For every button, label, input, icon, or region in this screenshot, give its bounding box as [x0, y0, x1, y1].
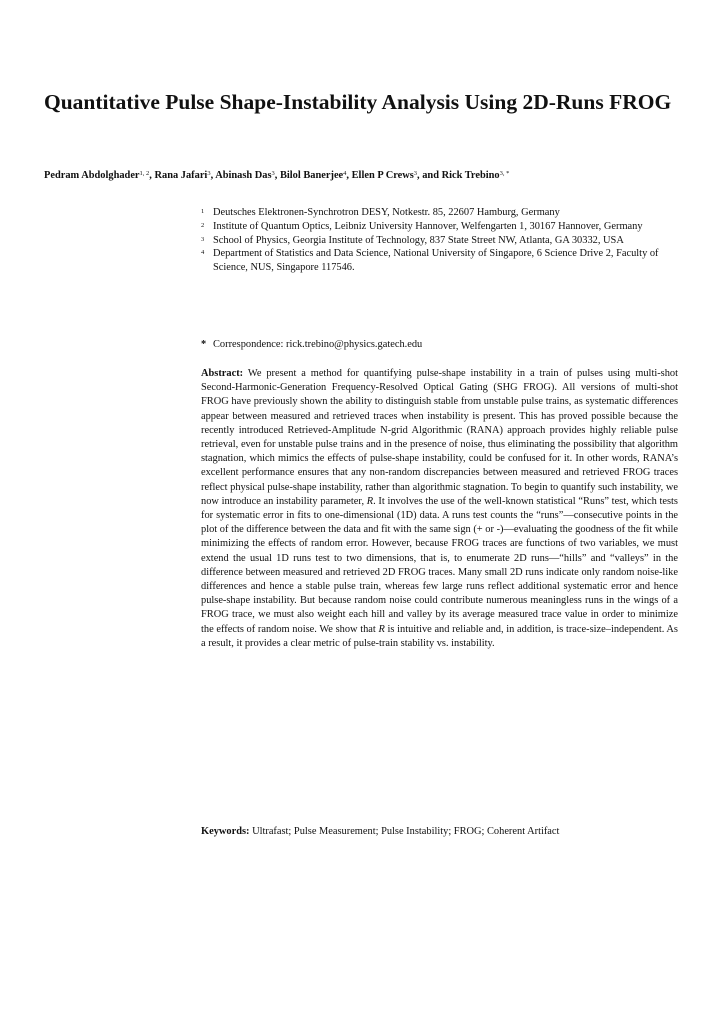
correspondence-email: Correspondence: rick.trebino@physics.gatech.edu [213, 339, 423, 350]
author: Bilol Banerjee$^4$, [279, 170, 352, 181]
affiliation-item: 3 School of Physics, Georgia Institute of Technology, 837 State Street NW, Atlanta, GA 30332, USA [201, 234, 624, 246]
abstract: Abstract: We present a method for quantifying pulse-shape instability in a train of pulses using multi-shot Second-Harmonic-Generation Frequency-Resolved Optical Gating (SHG FROG). All versions of multi-shot FROG have previously shown the ability to distinguish stable from unstable pulse trains, as systematic differences appear between measured and retrieved traces when instability is present. This has proved possible because the recently introduced Retrieved-Amplitude N-grid Algorithmic (RANA) approach provides highly reliable pulse retrieval, even for unstable pulse trains and in the presence of noise, thus eliminating the possibility that algorithm stagnation, which mimics the effects of pulse-shape instability, could be confused for it. In other words, RANA’s excellent performance ensures that any non-random discrepancies between measured and retrieved FROG traces reflect physical pulse-shape instability, rather than algorithmic stagnation. To begin to quantify such instability, we now introduce an instability parameter, R. It involves the use of the well-known statistical “Runs” test, which tests for systematic error in fits to one-dimensional (1D) data. A runs test counts the “runs”—consecutive points in the plot of the difference between the data and fit with the same sign (+ or -)—evaluating the goodness of the fit while minimizing the effects of random error. However, because FROG traces are functions of two variables, we must extend the usual 1D runs test to two dimensions, that is, to enumerate 2D runs—“hills” and “valleys” in the difference between measured and retrieved 2D FROG traces. Many small 2D runs indicate only random noise-like differences and hence a stable pulse train, whereas few large runs reflect additional systematic error and hence pulse-shape instability. But because random noise could contribute numerous meaningless runs in the wings of a FROG trace, we must also weight each hill and valley by its average measured trace value in order to minimize the effects of random noise. We show that R is intuitive and reliable and, in addition, is trace-size–independent. As a result, it provides a clear metric of pulse-train stability vs. instability. [201, 368, 678, 649]
author: Ellen P Crews$^3$, and [351, 170, 442, 181]
affiliation-item: 4 Department of Statistics and Data Science, National University of Singapore, 6 Science Drive 2, Faculty of Science, NUS, Singapore 117546. [201, 248, 659, 274]
author: Abinash Das$^3$, [215, 170, 280, 181]
affiliation-item: 2 Institute of Quantum Optics, Leibniz University Hannover, Welfengarten 1, 30167 Hannover, Germany [201, 220, 643, 232]
correspondence-marker: * [201, 339, 207, 350]
paper-title: Quantitative Pulse Shape-Instability Analysis Using 2D-Runs FROG [44, 90, 672, 114]
keywords [201, 825, 679, 839]
instability-parameter: R [378, 623, 385, 635]
author: Pedram Abdolghader$^{1, 2}$, [44, 170, 155, 181]
correspondence [201, 338, 679, 352]
author-list [44, 167, 684, 183]
keywords-label: Keywords: [201, 826, 250, 837]
keywords-text: Ultrafast; Pulse Measurement; Pulse Instability; FROG; Coherent Artifact [249, 826, 560, 837]
instability-parameter: R [366, 495, 374, 507]
affiliation-item: 1 Deutsches Elektronen-Synchrotron DESY, Notkestr. 85, 22607 Hamburg, Germany [201, 207, 560, 218]
author: Rick Trebino$^{3, *}$ [441, 170, 510, 181]
abstract-label: Abstract: [201, 368, 244, 379]
affiliation-list [201, 206, 679, 275]
author: Rana Jafari$^3$, [154, 170, 216, 181]
